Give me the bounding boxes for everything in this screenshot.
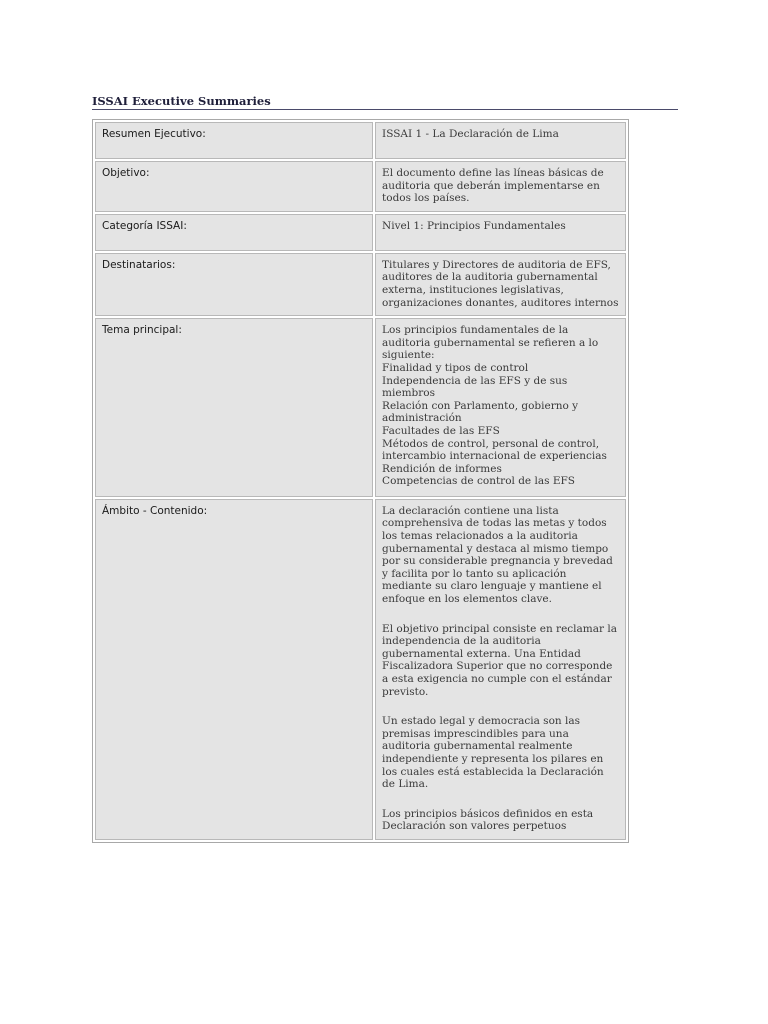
row-label: Resumen Ejecutivo: [95,122,373,159]
row-value: El documento define las líneas básicas de auditoria que deberán implementarse en todos los países. [375,161,626,212]
table-row [95,122,626,159]
content-paragraph: La declaración contiene una lista comprehensiva de todas las metas y todos los temas relacionados a la auditoria gubernamental y destaca al mismo tiempo por su considerable pregnancia y brevedad y facilita por lo tanto su aplicación mediante su claro lenguaje y mantiene el enfoque en los elementos clave. [382,504,613,606]
row-value: Titulares y Directores de auditoria de EFS, auditores de la auditoria gubernamental externa, instituciones legislativas, organizaciones donantes, auditores internos [375,253,626,316]
content-paragraph: Un estado legal y democracia son las premisas imprescindibles para una auditoria gubernamental realmente independiente y representa los pilares en los cuales está establecida la Declaración de Lima. [382,715,604,791]
row-value: Nivel 1: Principios Fundamentales [375,214,626,251]
row-value: ISSAI 1 - La Declaración de Lima [375,122,626,159]
table-row [95,161,626,212]
topic-item: Facultades de las EFS [382,424,500,437]
summary-table [92,119,629,843]
row-label: Ámbito - Contenido: [95,499,373,840]
table-row [95,318,626,497]
table-row [95,253,626,316]
content-paragraph: Los principios básicos definidos en esta Declaración son valores perpetuos [382,807,594,833]
row-label: Destinatarios: [95,253,373,316]
topic-intro: Los principios fundamentales de la auditoria gubernamental se refieren a lo siguiente: [382,324,599,362]
row-label: Tema principal: [95,318,373,497]
topic-item: Independencia de las EFS y de sus miembros [382,374,568,400]
content-paragraph: El objetivo principal consiste en reclamar la independencia de la auditoria gubernamental externa. Una Entidad Fiscalizadora Superior que no corresponde a esta exigencia no cumple con el estándar previsto. [382,622,617,698]
topic-item: Métodos de control, personal de control, intercambio internacional de experiencias [382,437,607,463]
topic-item: Rendición de informes [382,462,502,475]
row-label: Categoría ISSAI: [95,214,373,251]
document-page [92,94,678,843]
topic-item: Competencias de control de las EFS [382,475,575,488]
table-row [95,214,626,251]
topic-item: Finalidad y tipos de control [382,361,529,374]
row-value [375,318,626,497]
topic-item: Relación con Parlamento, gobierno y administración [382,399,579,425]
row-label: Objetivo: [95,161,373,212]
document-title: ISSAI Executive Summaries [92,94,678,110]
table-row [95,499,626,840]
row-value [375,499,626,840]
